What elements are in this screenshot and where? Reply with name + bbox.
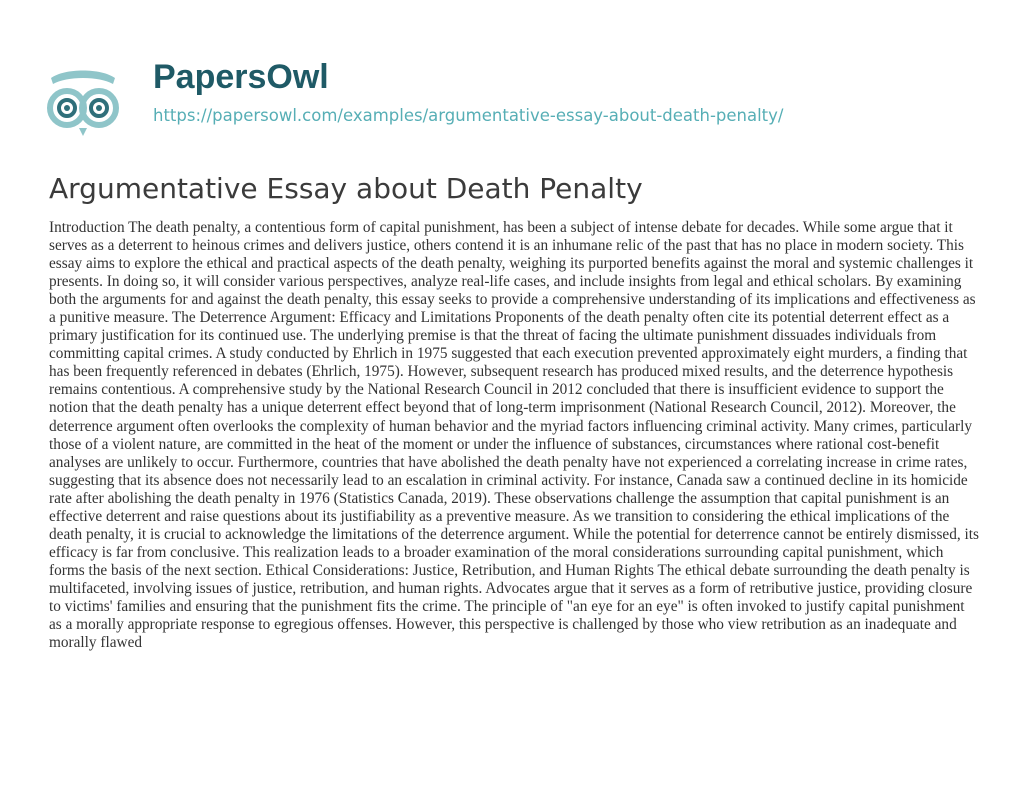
owl-eyes-icon[interactable] [43,64,123,144]
source-url[interactable]: https://papersowl.com/examples/argumentative-essay-about-death-penalty/ [153,106,784,125]
essay-title: Argumentative Essay about Death Penalty [49,172,643,205]
site-header [0,0,1024,158]
essay-body: Introduction The death penalty, a contentious form of capital punishment, has been a subject of intense debate for decades. While some argue that it serves as a deterrent to heinous crimes and delivers justice, others contend it is an inhumane relic of the past that has no place in modern society. This essay aims to explore the ethical and practical aspects of the death penalty, weighing its purported benefits against the moral and systemic challenges it presents. In doing so, it will consider various perspectives, analyze real-life cases, and include insights from legal and ethical scholars. By examining both the arguments for and against the death penalty, this essay seeks to provide a comprehensive understanding of its implications and effectiveness as a punitive measure. The Deterrence Argument: Efficacy and Limitations Proponents of the death penalty often cite its potential deterrent effect as a primary justification for its continued use. The underlying premise is that the threat of facing the ultimate punishment dissuades individuals from committing capital crimes. A study conducted by Ehrlich in 1975 suggested that each execution prevented approximately eight murders, a finding that has been frequently referenced in debates (Ehrlich, 1975). However, subsequent research has produced mixed results, and the deterrence hypothesis remains contentious. A comprehensive study by the National Research Council in 2012 concluded that there is insufficient evidence to support the notion that the death penalty has a unique deterrent effect beyond that of long-term imprisonment (National Research Council, 2012). Moreover, the deterrence argument often overlooks the complexity of human behavior and the myriad factors influencing criminal activity. Many crimes, particularly those of a violent nature, are committed in the heat of the moment or under the influence of substances, circumstances where rational cost-benefit analyses are unlikely to occur. Furthermore, countries that have abolished the death penalty have not experienced a correlating increase in crime rates, suggesting that its absence does not necessarily lead to an escalation in criminal activity. For instance, Canada saw a continued decline in its homicide rate after abolishing the death penalty in 1976 (Statistics Canada, 2019). These observations challenge the assumption that capital punishment is an effective deterrent and raise questions about its justifiability as a preventive measure. As we transition to considering the ethical implications of the death penalty, it is crucial to acknowledge the limitations of the deterrence argument. While the potential for deterrence cannot be entirely dismissed, its efficacy is far from conclusive. This realization leads to a broader examination of the moral considerations surrounding capital punishment, which forms the basis of the next section. Ethical Considerations: Justice, Retribution, and Human Rights The ethical debate surrounding the death penalty is multifaceted, involving issues of justice, retribution, and human rights. Advocates argue that it serves as a form of retributive justice, providing closure to victims' families and ensuring that the punishment fits the crime. The principle of "an eye for an eye" is often invoked to justify capital punishment as a morally appropriate response to egregious offenses. However, this perspective is challenged by those who view retribution as an inadequate and morally flawed [49,219,979,652]
brand-name[interactable]: PapersOwl [153,58,329,96]
